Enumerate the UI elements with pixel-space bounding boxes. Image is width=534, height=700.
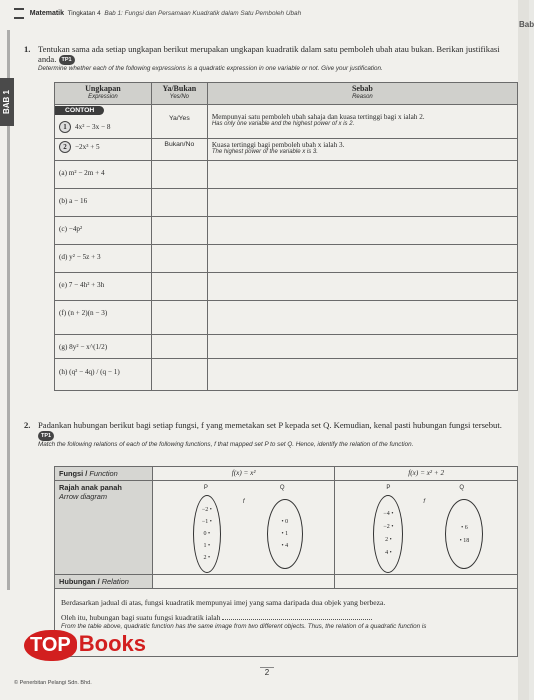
conclusion-ms: Berdasarkan jadual di atas, fungsi kuadratik mempunyai imej yang sama daripada dua objek yang berbeza.: [61, 598, 386, 607]
question-number: 2.: [24, 420, 31, 430]
table-row: [55, 335, 518, 359]
answer-cell[interactable]: [151, 335, 207, 359]
function-1: f(x) = x²: [152, 467, 335, 481]
conclusion-ms-2: Oleh itu, hubungan bagi suatu fungsi kuadratik ialah: [61, 613, 221, 622]
example-reason-en: Has only one variable and the highest power of x is 2.: [211, 121, 355, 127]
expression-cell: (e) 7 − 4h² + 3h: [55, 273, 152, 301]
relation-cell-1[interactable]: [152, 575, 335, 589]
example-reason-ms: Kuasa tertinggi bagi pemboleh ubah x ialah 3.: [211, 141, 345, 149]
page-header: [14, 8, 301, 19]
function-label: Fungsi / Function: [55, 467, 153, 481]
function-row: [55, 467, 518, 481]
answer-cell[interactable]: [151, 301, 207, 335]
reason-cell[interactable]: [207, 359, 517, 391]
arrow-diagram-label: Rajah anak panah Arrow diagram: [55, 481, 153, 575]
answer-blank[interactable]: [222, 619, 372, 620]
example-expression: −2x³ + 5: [75, 143, 100, 151]
contoh-badge: CONTOH: [55, 106, 104, 115]
set-p-ellipse: −2 • −1 • 0 • 1 • 2 •: [193, 495, 221, 573]
example-answer: Bukan/No: [151, 139, 207, 161]
header-yes-no: Ya/Bukan Yes/No: [151, 83, 207, 105]
watermark-top: TOP: [24, 630, 77, 661]
expression-cell: (a) m² − 2m + 4: [55, 161, 152, 189]
table-row: [55, 161, 518, 189]
topbooks-watermark: [24, 630, 146, 661]
f-label: f: [242, 499, 245, 505]
question-text-ms: Padankan hubungan berikut bagi setiap fungsi, f yang memetakan set P kepada set Q. Kemudian, kenal pasti hubungan fungsi tersebut.: [38, 420, 502, 430]
set-q-ellipse: • 6 • 18: [445, 499, 483, 569]
relation-cell-2[interactable]: [335, 575, 518, 589]
reason-cell[interactable]: [207, 301, 517, 335]
set-p-ellipse: −4 • −2 • 2 • 4 •: [373, 495, 403, 573]
example-answer: Ya/Yes: [151, 105, 207, 139]
set-q-label: Q: [279, 485, 285, 491]
reason-cell[interactable]: [207, 161, 517, 189]
question-text-ms: Tentukan sama ada setiap ungkapan berikut merupakan ungkapan kuadratik dalam satu pemboleh ubah atau bukan. Berikan justifikasi anda.: [38, 44, 500, 64]
answer-cell[interactable]: [151, 161, 207, 189]
subject-title: Matematik: [29, 10, 65, 18]
answer-cell[interactable]: [151, 245, 207, 273]
expression-cell: (b) a − 16: [55, 189, 152, 217]
example-number: 2: [59, 141, 71, 153]
edge-text: Bab: [519, 20, 534, 29]
question-text-en: Determine whether each of the following expressions is a quadratic expression in one variable or not. Give your justification.: [38, 65, 383, 73]
table-row: [55, 359, 518, 391]
arrow-diagram-1: [152, 481, 335, 575]
example-row: [55, 105, 518, 139]
diagram-row: [55, 481, 518, 575]
question-text-en: Match the following relations of each of the following functions, f that mapped set P to set Q. Hence, identify the relation of the function.: [38, 441, 414, 449]
function-relation-table: [54, 466, 518, 657]
example-reason-ms: Mempunyai satu pemboleh ubah sahaja dan kuasa tertinggi bagi x ialah 2.: [211, 113, 425, 121]
arrow-diagram-2: [335, 481, 518, 575]
set-p-label: P: [386, 485, 391, 491]
example-row: [55, 139, 518, 161]
question-1: [24, 44, 518, 73]
set-q-label: Q: [459, 485, 465, 491]
chapter-title: Bab 1: Fungsi dan Persamaan Kuadratik dalam Satu Pemboleh Ubah: [104, 10, 302, 18]
reason-cell[interactable]: [207, 245, 517, 273]
copyright: © Penerbitan Pelangi Sdn. Bhd.: [14, 680, 92, 686]
answer-cell[interactable]: [151, 189, 207, 217]
header-expression: Ungkapan Expression: [55, 83, 152, 105]
table-row: [55, 217, 518, 245]
relation-row: [55, 575, 518, 589]
form-label: Tingkatan 4: [67, 10, 101, 18]
expression-cell: (f) (n + 2)(n − 3): [55, 301, 152, 335]
reason-cell[interactable]: [207, 217, 517, 245]
table-row: [55, 273, 518, 301]
set-p-label: P: [203, 485, 208, 491]
table-row: [55, 245, 518, 273]
table-header-row: [55, 83, 518, 105]
question-number: 1.: [24, 44, 31, 54]
answer-cell[interactable]: [151, 217, 207, 245]
tp-badge: TP1: [38, 431, 54, 441]
page-number: 2: [260, 667, 274, 680]
f-label: f: [423, 499, 426, 505]
expression-cell: (g) 8y² − x^(1/2): [55, 335, 152, 359]
expression-cell: (h) (q² − 4q) / (q − 1): [55, 359, 152, 391]
header-reason: Sebab Reason: [207, 83, 517, 105]
conclusion-en: From the table above, quadratic function has the same image from two different objects. Thus, the relation of a quadratic function is: [61, 623, 427, 630]
watermark-books: Books: [78, 631, 147, 656]
question-2: [24, 420, 518, 449]
expression-cell: (c) −4p²: [55, 217, 152, 245]
next-page-edge: [518, 0, 534, 700]
tp-badge: TP1: [59, 55, 75, 65]
example-reason-en: The highest power of the variable x is 3.: [211, 149, 318, 155]
answer-cell[interactable]: [151, 273, 207, 301]
example-number: 1: [59, 121, 71, 133]
chapter-side-tab: BAB 1: [0, 78, 14, 126]
book-logo-icon: [14, 8, 24, 19]
expression-cell: (d) y² − 5z + 3: [55, 245, 152, 273]
reason-cell[interactable]: [207, 335, 517, 359]
relation-label: Hubungan / Relation: [55, 575, 153, 589]
quadratic-expression-table: [54, 82, 518, 391]
set-q-ellipse: • 0 • 1 • 4: [267, 499, 303, 569]
example-expression: 4x² − 3x − 8: [75, 123, 111, 131]
answer-cell[interactable]: [151, 359, 207, 391]
reason-cell[interactable]: [207, 273, 517, 301]
table-row: [55, 301, 518, 335]
function-2: f(x) = x² + 2: [335, 467, 518, 481]
table-row: [55, 189, 518, 217]
reason-cell[interactable]: [207, 189, 517, 217]
